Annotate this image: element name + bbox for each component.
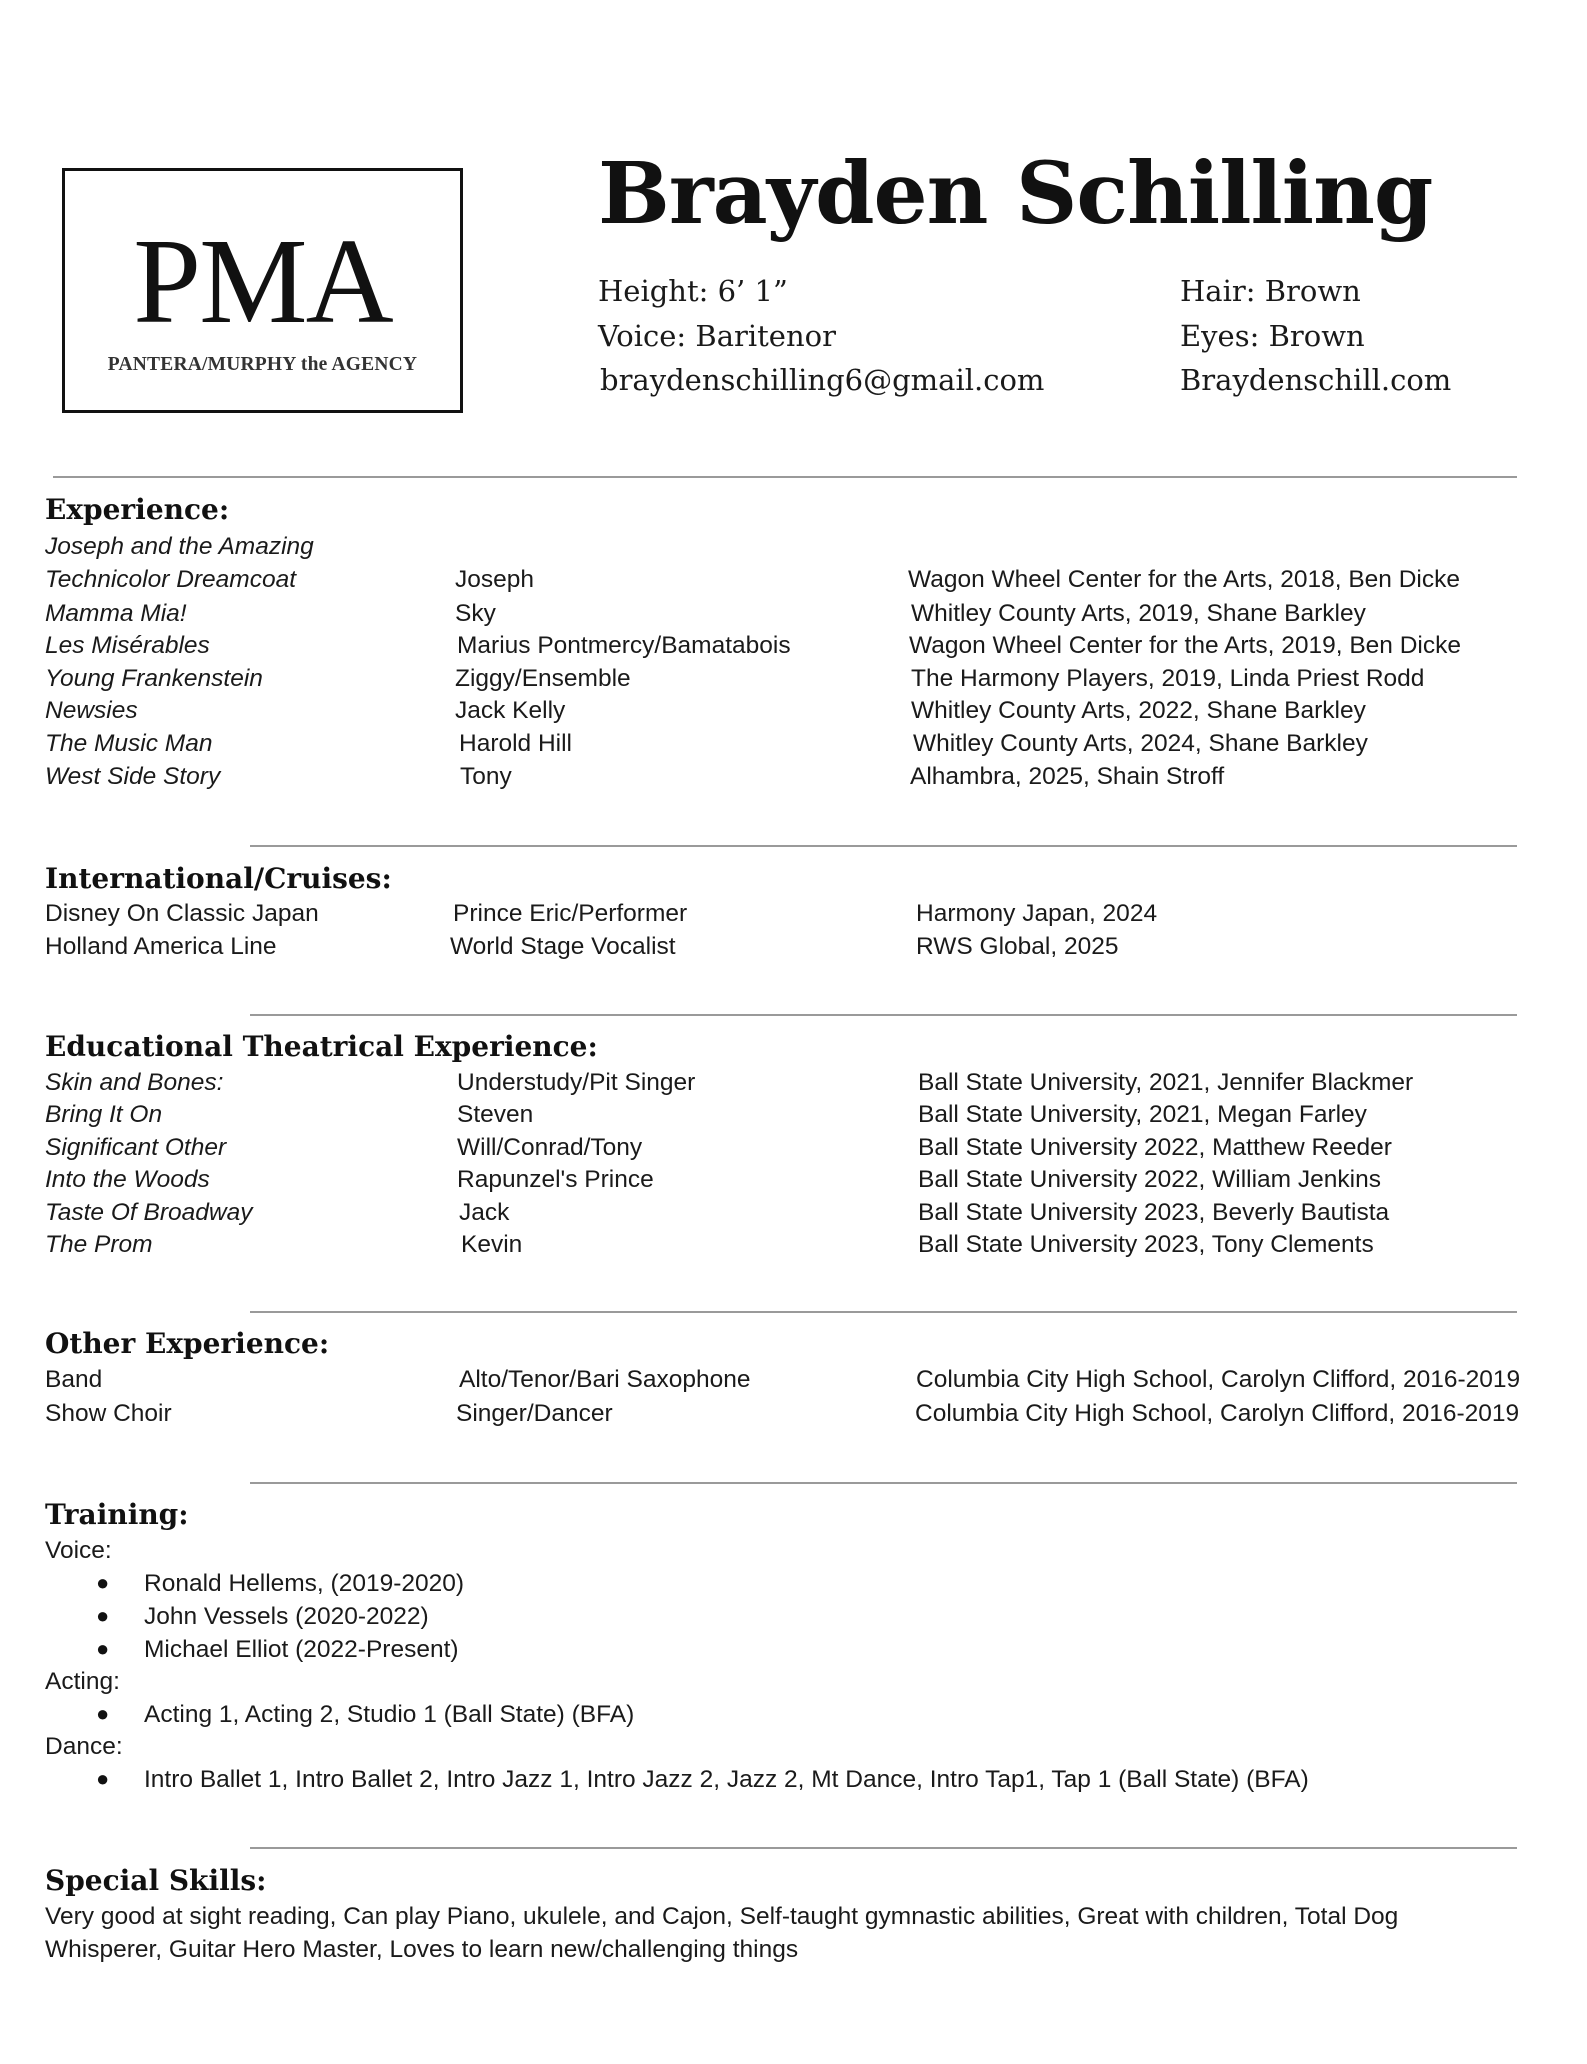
bullet-icon: ● [96, 1603, 110, 1628]
venue: Whitley County Arts, 2019, Shane Barkley [911, 600, 1366, 627]
eyes-stat: Eyes: Brown [1180, 319, 1365, 353]
show-title: Les Misérables [45, 632, 210, 659]
show-title: Band [45, 1366, 103, 1393]
show-title: Significant Other [45, 1134, 227, 1161]
role: World Stage Vocalist [450, 933, 676, 960]
agency-logo [62, 168, 463, 413]
training-dance-label: Dance: [45, 1733, 123, 1760]
role: Jack [459, 1199, 510, 1226]
section-title-training: Training: [45, 1498, 189, 1531]
role: Rapunzel's Prince [457, 1166, 654, 1193]
logo-mark: PMA [133, 214, 392, 349]
show-title: West Side Story [45, 763, 221, 790]
section-divider [250, 1014, 1517, 1016]
section-title-other: Other Experience: [45, 1327, 330, 1360]
section-title-skills: Special Skills: [45, 1864, 267, 1897]
bullet-icon: ● [96, 1570, 110, 1595]
venue: Ball State University 2023, Beverly Bautista [918, 1199, 1390, 1226]
section-title-experience: Experience: [45, 493, 230, 526]
venue: Columbia City High School, Carolyn Clifford, 2016-2019 [915, 1400, 1520, 1427]
show-title: Bring It On [45, 1101, 163, 1128]
show-title: Taste Of Broadway [45, 1199, 253, 1226]
venue: Ball State University 2022, William Jenkins [918, 1166, 1381, 1193]
actor-name: Brayden Schilling [598, 144, 1433, 244]
show-title: Joseph and the Amazing [45, 533, 314, 560]
venue: Ball State University, 2021, Megan Farley [918, 1101, 1367, 1128]
section-title-educational: Educational Theatrical Experience: [45, 1030, 598, 1063]
training-item: John Vessels (2020-2022) [144, 1603, 429, 1630]
email-link[interactable]: braydenschilling6@gmail.com [600, 363, 1045, 397]
show-title: The Prom [45, 1231, 153, 1258]
logo-agency-name: PANTERA/MURPHY the AGENCY [107, 354, 418, 375]
section-title-international: International/Cruises: [45, 862, 392, 895]
voice-stat: Voice: Baritenor [598, 319, 836, 353]
show-title: Show Choir [45, 1400, 172, 1427]
website-link[interactable]: Braydenschill.com [1180, 363, 1452, 397]
height-stat: Height: 6’ 1” [598, 274, 788, 308]
skills-line: Whisperer, Guitar Hero Master, Loves to learn new/challenging things [45, 1936, 799, 1963]
training-item: Michael Elliot (2022-Present) [144, 1636, 459, 1663]
section-divider [250, 1482, 1517, 1484]
training-item: Intro Ballet 1, Intro Ballet 2, Intro Jazz 1, Intro Jazz 2, Jazz 2, Mt Dance, Intro Tap1, Tap 1 (Ball State) (BFA) [144, 1766, 1309, 1793]
show-title: Newsies [45, 697, 138, 724]
venue: Wagon Wheel Center for the Arts, 2019, Ben Dicke [909, 632, 1461, 659]
role: Sky [455, 600, 496, 627]
role: Steven [457, 1101, 534, 1128]
training-acting-label: Acting: [45, 1668, 120, 1695]
venue: Whitley County Arts, 2022, Shane Barkley [911, 697, 1366, 724]
section-divider [250, 1847, 1517, 1849]
bullet-icon: ● [96, 1701, 110, 1726]
venue: RWS Global, 2025 [916, 933, 1119, 960]
venue: Whitley County Arts, 2024, Shane Barkley [913, 730, 1368, 757]
role: Understudy/Pit Singer [457, 1069, 696, 1096]
show-title-cont: Technicolor Dreamcoat [45, 566, 297, 593]
role: Alto/Tenor/Bari Saxophone [459, 1366, 751, 1393]
show-title: Skin and Bones: [45, 1069, 224, 1096]
show-title: The Music Man [45, 730, 213, 757]
bullet-icon: ● [96, 1636, 110, 1661]
role: Tony [460, 763, 512, 790]
venue: Ball State University, 2021, Jennifer Blackmer [918, 1069, 1414, 1096]
training-voice-label: Voice: [45, 1537, 112, 1564]
show-title: Disney On Classic Japan [45, 900, 319, 927]
venue: Wagon Wheel Center for the Arts, 2018, Ben Dicke [908, 566, 1460, 593]
role: Prince Eric/Performer [453, 900, 688, 927]
training-item: Acting 1, Acting 2, Studio 1 (Ball State) (BFA) [144, 1701, 635, 1728]
section-divider [250, 845, 1517, 847]
venue: Ball State University 2023, Tony Clements [918, 1231, 1374, 1258]
role: Jack Kelly [455, 697, 566, 724]
venue: Ball State University 2022, Matthew Reeder [918, 1134, 1392, 1161]
header-divider [53, 476, 1517, 478]
show-title: Holland America Line [45, 933, 277, 960]
role: Will/Conrad/Tony [457, 1134, 643, 1161]
role: Marius Pontmercy/Bamatabois [457, 632, 791, 659]
skills-line: Very good at sight reading, Can play Piano, ukulele, and Cajon, Self-taught gymnastic abilities, Great with children, Total Dog [45, 1903, 1399, 1930]
venue: Alhambra, 2025, Shain Stroff [910, 763, 1225, 790]
role: Joseph [455, 566, 535, 593]
show-title: Young Frankenstein [45, 665, 263, 692]
venue: Harmony Japan, 2024 [916, 900, 1158, 927]
training-item: Ronald Hellems, (2019-2020) [144, 1570, 465, 1597]
role: Singer/Dancer [456, 1400, 613, 1427]
role: Kevin [461, 1231, 523, 1258]
role: Harold Hill [459, 730, 573, 757]
show-title: Mamma Mia! [45, 600, 187, 627]
venue: The Harmony Players, 2019, Linda Priest Rodd [911, 665, 1425, 692]
venue: Columbia City High School, Carolyn Clifford, 2016-2019 [916, 1366, 1521, 1393]
role: Ziggy/Ensemble [455, 665, 631, 692]
section-divider [250, 1311, 1517, 1313]
bullet-icon: ● [96, 1766, 110, 1791]
show-title: Into the Woods [45, 1166, 210, 1193]
hair-stat: Hair: Brown [1180, 274, 1361, 308]
